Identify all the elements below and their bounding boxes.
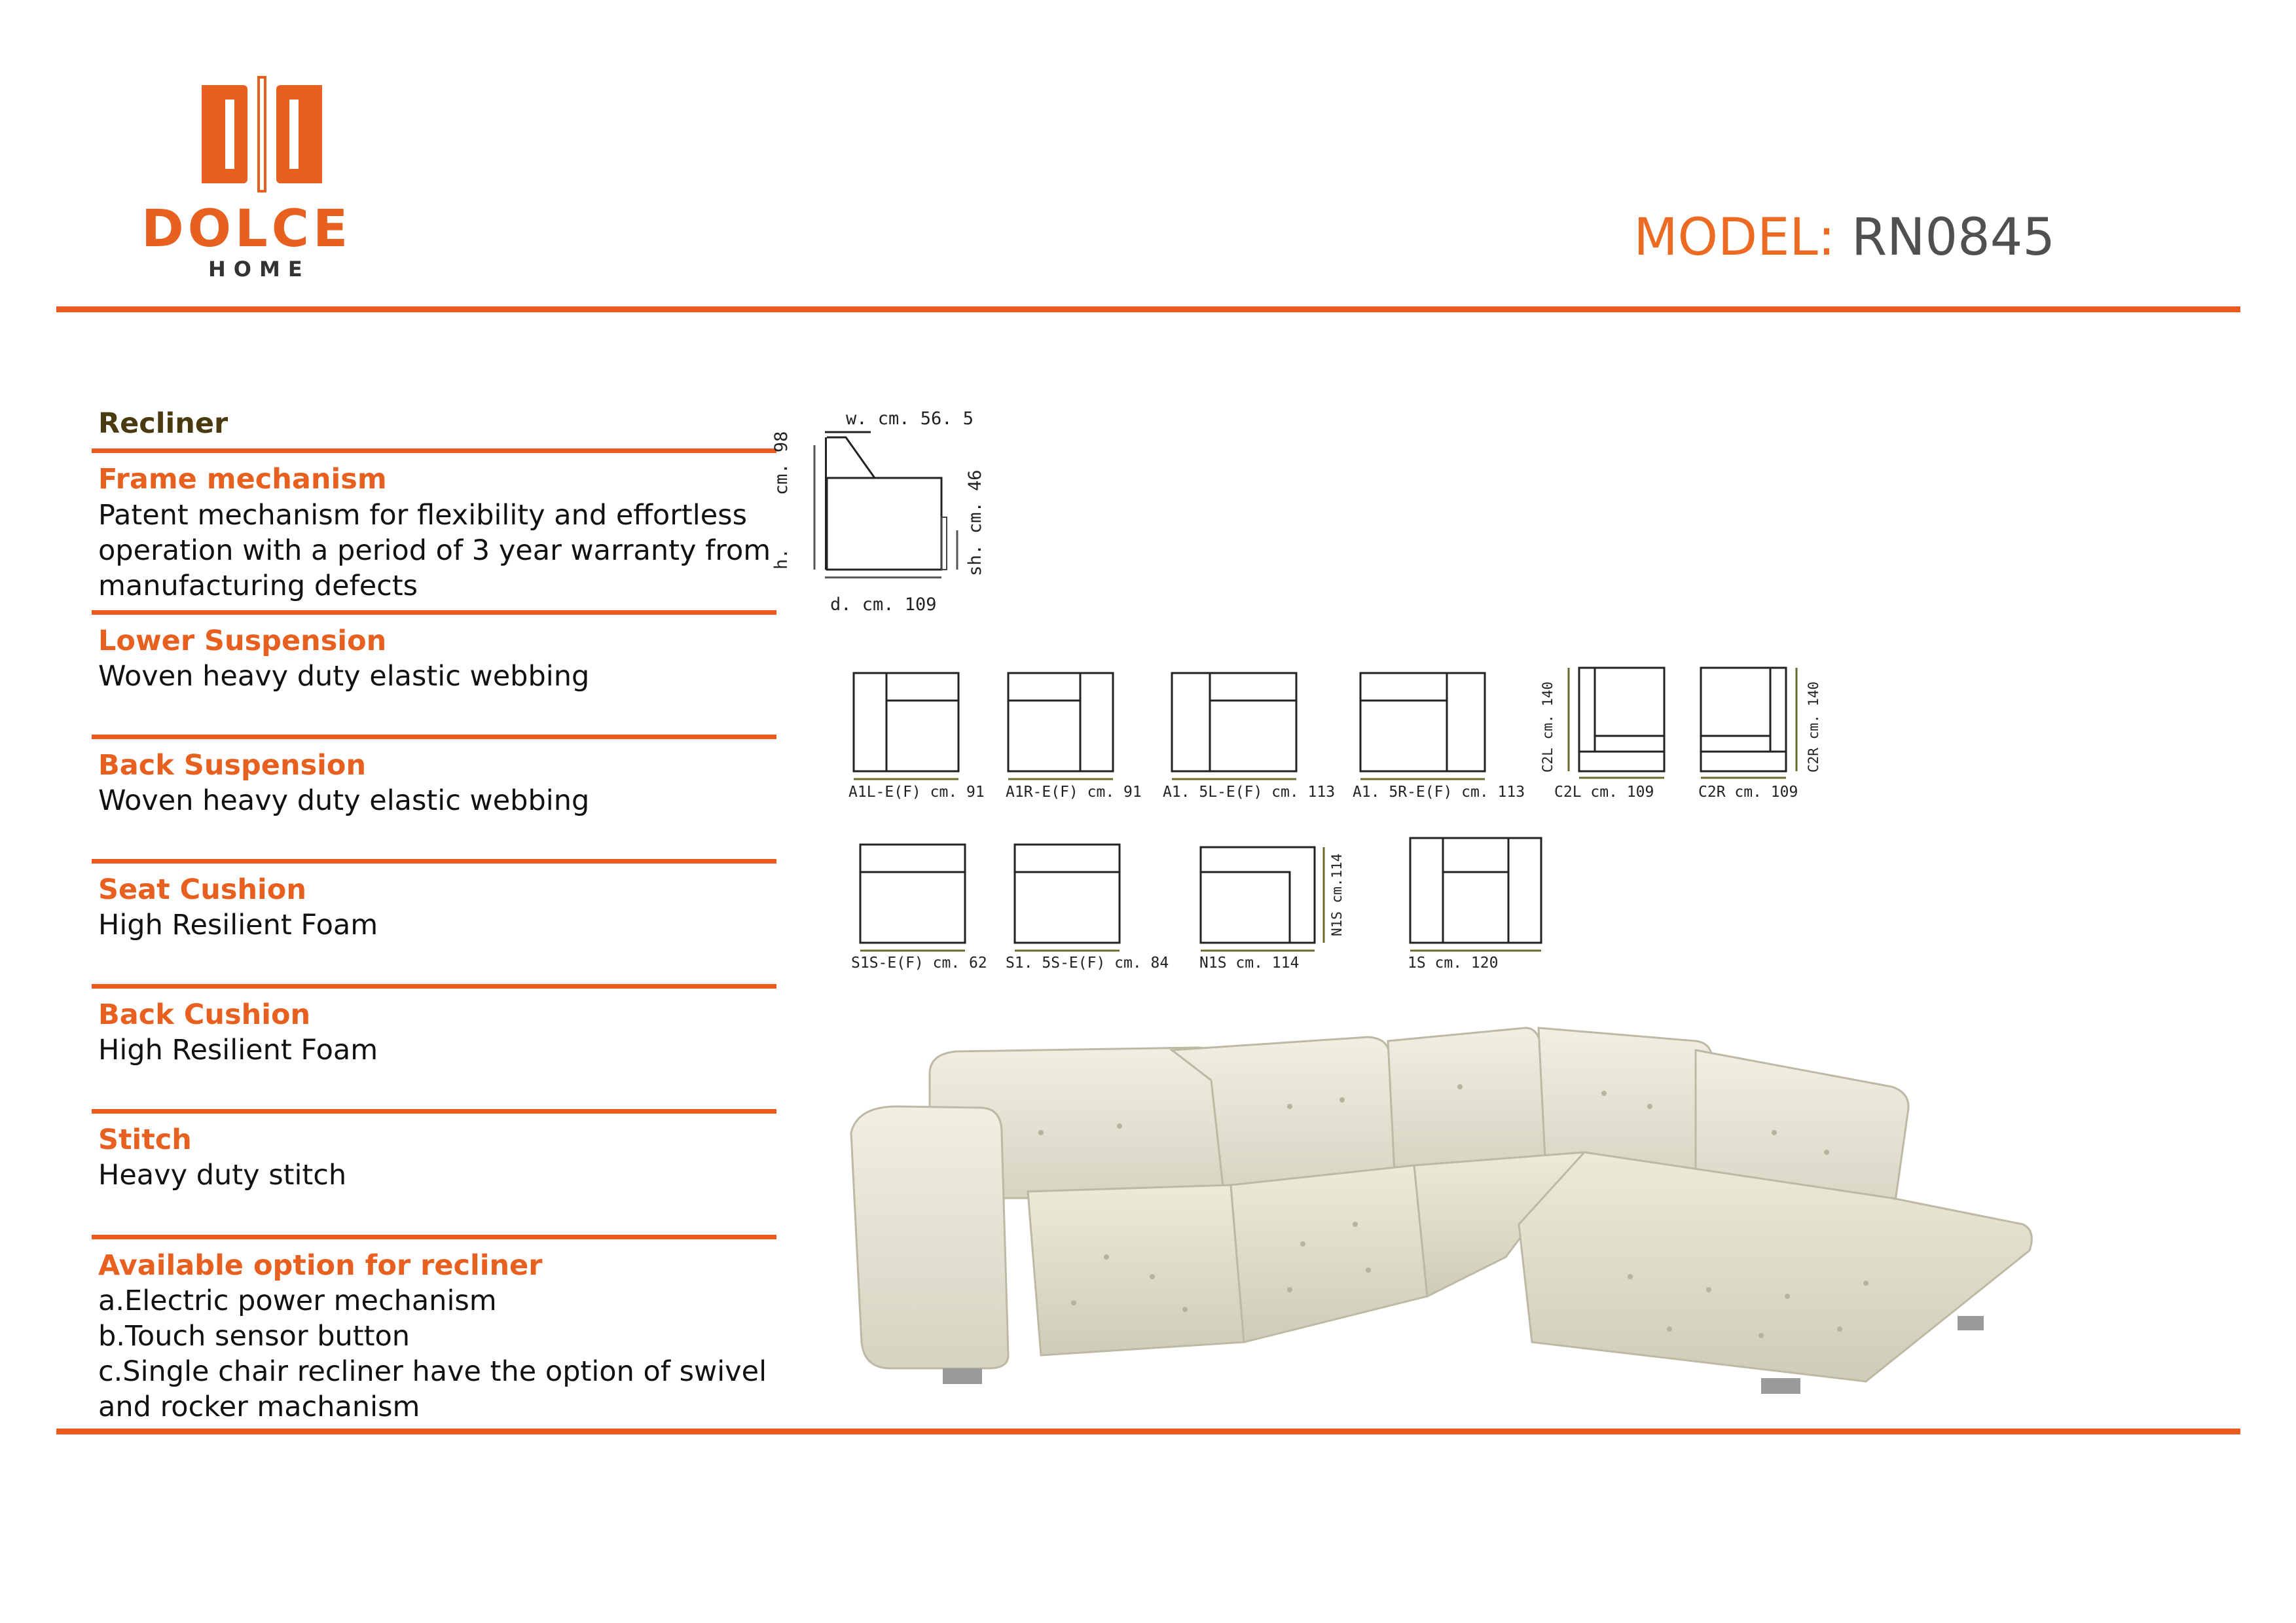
depth-dimension: d. cm. 109 — [830, 594, 937, 615]
product-type: Recliner — [98, 407, 228, 440]
spec-title: Back Cushion — [98, 998, 311, 1031]
module-side-label: C2R cm. 140 — [1806, 681, 1821, 773]
brand-name: DOLCE — [141, 200, 352, 259]
spec-text: a.Electric power mechanism — [98, 1285, 497, 1317]
spec-text: High Resilient Foam — [98, 1034, 378, 1067]
spec-title: Lower Suspension — [98, 625, 387, 657]
module-diagram-a1r — [1006, 668, 1117, 786]
footer-divider — [56, 1429, 2240, 1434]
dd-monogram-icon — [131, 72, 393, 203]
width-dimension: w. cm. 56. 5 — [846, 409, 974, 429]
spec-text: High Resilient Foam — [98, 909, 378, 941]
spec-text: Heavy duty stitch — [98, 1159, 347, 1192]
spec-title: Stitch — [98, 1123, 192, 1156]
spec-title: Available option for recliner — [98, 1249, 543, 1282]
module-diagram-a1l — [851, 668, 962, 786]
spec-text: manufacturing defects — [98, 570, 418, 602]
spec-text: Woven heavy duty elastic webbing — [98, 784, 590, 817]
spec-divider — [92, 610, 776, 615]
module-diagram-s15s — [1012, 839, 1123, 957]
spec-text: operation with a period of 3 year warranty from — [98, 534, 771, 567]
spec-divider — [92, 448, 776, 453]
side-profile-diagram — [786, 406, 1021, 622]
spec-divider — [92, 984, 776, 989]
module-diagram-s1s — [858, 839, 969, 957]
spec-text: Woven heavy duty elastic webbing — [98, 660, 590, 693]
product-photo — [845, 1002, 2036, 1421]
spec-title: Seat Cushion — [98, 873, 306, 906]
model-number: RN0845 — [1851, 208, 2055, 267]
module-label: N1S cm. 114 — [1199, 955, 1300, 972]
model-label: MODEL: — [1633, 208, 1836, 267]
module-label: S1S-E(F) cm. 62 — [851, 955, 987, 972]
spec-text: and rocker machanism — [98, 1391, 420, 1423]
module-side-label: N1S cm.114 — [1329, 853, 1345, 936]
module-label: A1. 5R-E(F) cm. 113 — [1353, 784, 1525, 801]
spec-title: Back Suspension — [98, 749, 367, 782]
spec-divider — [92, 1109, 776, 1114]
module-label: A1R-E(F) cm. 91 — [1006, 784, 1142, 801]
module-label: C2L cm. 109 — [1554, 784, 1654, 801]
spec-divider — [92, 735, 776, 739]
module-label: A1L-E(F) cm. 91 — [848, 784, 985, 801]
module-diagram-c2l — [1563, 663, 1668, 780]
spec-divider — [92, 859, 776, 864]
module-side-label: C2L cm. 140 — [1540, 681, 1556, 773]
spec-text: b.Touch sensor button — [98, 1320, 410, 1353]
height-value: cm. 98 — [771, 431, 792, 496]
spec-title: Frame mechanism — [98, 463, 387, 496]
brand-subtitle: HOME — [208, 257, 310, 282]
module-diagram-1s — [1408, 833, 1545, 957]
module-label: S1. 5S-E(F) cm. 84 — [1006, 955, 1169, 972]
module-diagram-a15l — [1169, 668, 1300, 786]
module-label: C2R cm. 109 — [1698, 784, 1798, 801]
height-prefix: h. — [771, 548, 792, 570]
seat-height-dimension: sh. cm. 46 — [965, 469, 985, 576]
model-heading — [1633, 208, 2055, 267]
height-dimension — [771, 431, 792, 570]
module-label: 1S cm. 120 — [1408, 955, 1499, 972]
module-diagram-a15r — [1358, 668, 1489, 786]
module-diagram-n1s — [1198, 839, 1329, 957]
spec-divider — [92, 1235, 776, 1239]
spec-text: Patent mechanism for flexibility and effortless — [98, 499, 747, 532]
spec-text: c.Single chair recliner have the option of swivel — [98, 1355, 767, 1388]
module-diagram-c2r — [1698, 663, 1803, 780]
module-label: A1. 5L-E(F) cm. 113 — [1163, 784, 1336, 801]
header-divider — [56, 306, 2240, 312]
